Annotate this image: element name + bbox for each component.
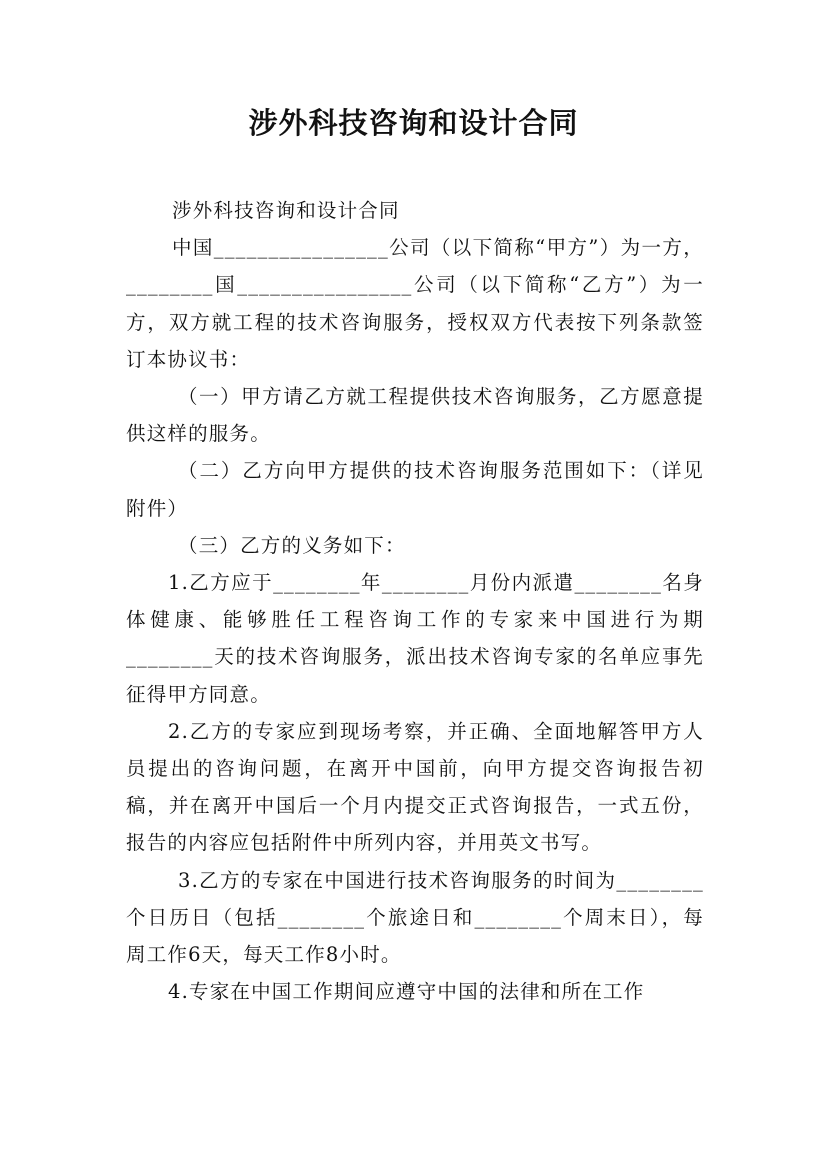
- paragraph-item-2: 2.乙方的专家应到现场考察，并正确、全面地解答甲方人员提出的咨询问题，在离开中国前，向甲方提交咨询报告初稿，并在离开中国后一个月内提交正式咨询报告，一式五份，报告的内容应包括附件中所列内容，并用英文书写。: [126, 719, 704, 855]
- paragraph-item-3: 3.乙方的专家在中国进行技术咨询服务的时间为________个日历日（包括________个旅途日和________个周末日），每周工作6天，每天工作8小时。: [126, 868, 704, 967]
- paragraph-clause-1: （一）甲方请乙方就工程提供技术咨询服务，乙方愿意提供这样的服务。: [126, 385, 704, 446]
- paragraph-parties: 中国________________公司（以下简称“甲方”）为一方，________国________________公司（以下简称“乙方”）为一方，双方就工程的技术咨询服务，授权双方代表按下列条款签订本协议书：: [126, 236, 704, 371]
- paragraph-item-4: 4.专家在中国工作期间应遵守中国的法律和所在工作: [168, 980, 645, 1004]
- document-title: 涉外科技咨询和设计合同: [248, 106, 579, 140]
- document-body: [126, 192, 704, 1010]
- paragraph-clause-2: （二）乙方向甲方提供的技术咨询服务范围如下：（详见附件）: [126, 459, 704, 520]
- paragraph-item-1: 1.乙方应于________年________月份内派遣________名身体健康、能够胜任工程咨询工作的专家来中国进行为期________天的技术咨询服务，派出技术咨询专家的名单应事先征得甲方同意。: [126, 571, 704, 706]
- paragraph-clause-3: （三）乙方的义务如下：: [178, 533, 406, 557]
- paragraph-heading: 涉外科技咨询和设计合同: [172, 199, 400, 222]
